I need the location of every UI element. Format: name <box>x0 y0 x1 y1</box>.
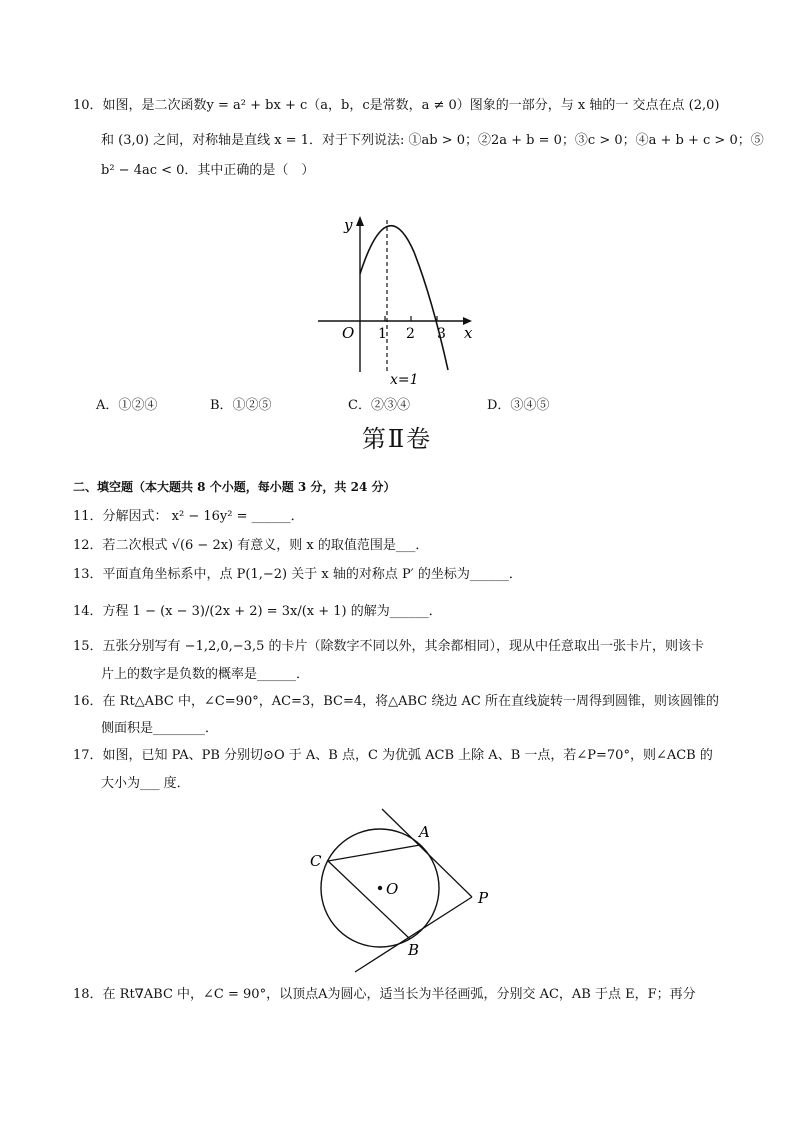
q11: 11．分解因式： x² − 16y² = ______． <box>73 509 304 524</box>
q15-line1: 15．五张分别写有 −1,2,0,−3,5 的卡片（除数字不同以外，其余都相同），现从中任意取出一张卡片，则该卡 <box>73 639 704 654</box>
label-b: B <box>408 941 420 959</box>
label-a: A <box>419 823 430 841</box>
q17-line1: 17．如图，已知 PA、PB 分别切⊙O 于 A、B 点，C 为优弧 ACB 上除 A、B 一点，若∠P=70°，则∠ACB 的 <box>73 748 713 763</box>
symmetry-label: x=1 <box>390 372 419 388</box>
y-axis-arrow <box>356 216 364 226</box>
tangent-circle-figure <box>300 805 510 975</box>
chord-ca <box>328 845 420 861</box>
parabola-graph <box>310 210 490 390</box>
tangent-pb <box>355 897 472 972</box>
tick-label-2: 2 <box>406 326 415 342</box>
section-title: 第Ⅱ卷 <box>361 425 433 453</box>
q10-option-a: A．①②④ <box>96 398 158 413</box>
q12: 12．若二次根式 √(6 − 2x) 有意义，则 x 的取值范围是___． <box>73 538 429 553</box>
y-label: y <box>344 216 353 234</box>
q10-option-c: C．②③④ <box>348 398 410 413</box>
q10-line3: b² − 4ac < 0．其中正确的是（ ） <box>101 163 315 178</box>
x-label: x <box>464 324 473 342</box>
q10-line1: 10．如图，是二次函数y = a² + bx + c（a，b，c是常数，a ≠ 0）图象的一部分，与 x 轴的一 交点在点 (2,0) <box>73 98 720 113</box>
q13: 13．平面直角坐标系中，点 P(1,−2) 关于 x 轴的对称点 P′ 的坐标为______． <box>73 567 522 582</box>
q10-option-b: B．①②⑤ <box>210 398 272 413</box>
q18-line1: 18．在 Rt∇ABC 中，∠C = 90°，以顶点A为圆心，适当长为半径画弧，分别交 AC，AB 于点 E，F；再分 <box>73 987 696 1002</box>
label-c: C <box>310 852 322 870</box>
q16-line2: 侧面积是________． <box>101 721 219 736</box>
label-p: P <box>478 889 489 907</box>
center-dot <box>378 886 382 890</box>
q16-line1: 16．在 Rt△ABC 中，∠C=90°，AC=3，BC=4，将△ABC 绕边 AC 所在直线旋转一周得到圆锥，则该圆锥的 <box>73 694 719 709</box>
q15-line2: 片上的数字是负数的概率是______． <box>101 667 310 682</box>
tick-label-1: 1 <box>378 326 387 342</box>
label-o: O <box>386 880 399 898</box>
tick-label-3: 3 <box>437 326 446 342</box>
q14: 14．方程 1 − (x − 3)/(2x + 2) = 3x/(x + 1) 的解为______． <box>73 604 442 619</box>
q10-option-d: D．③④⑤ <box>487 398 550 413</box>
origin-label: O <box>342 324 355 342</box>
q17-line2: 大小为___ 度． <box>101 776 190 791</box>
q10-line2: 和 (3,0) 之间，对称轴是直线 x = 1．对于下列说法: ①ab > 0；②2a + b = 0；③c > 0；④a + b + c > 0；⑤ <box>101 133 764 148</box>
section-heading: 二、填空题（本大题共 8 个小题，每小题 3 分，共 24 分） <box>73 480 396 494</box>
parabola-curve <box>360 226 448 370</box>
chord-cb <box>328 861 410 939</box>
